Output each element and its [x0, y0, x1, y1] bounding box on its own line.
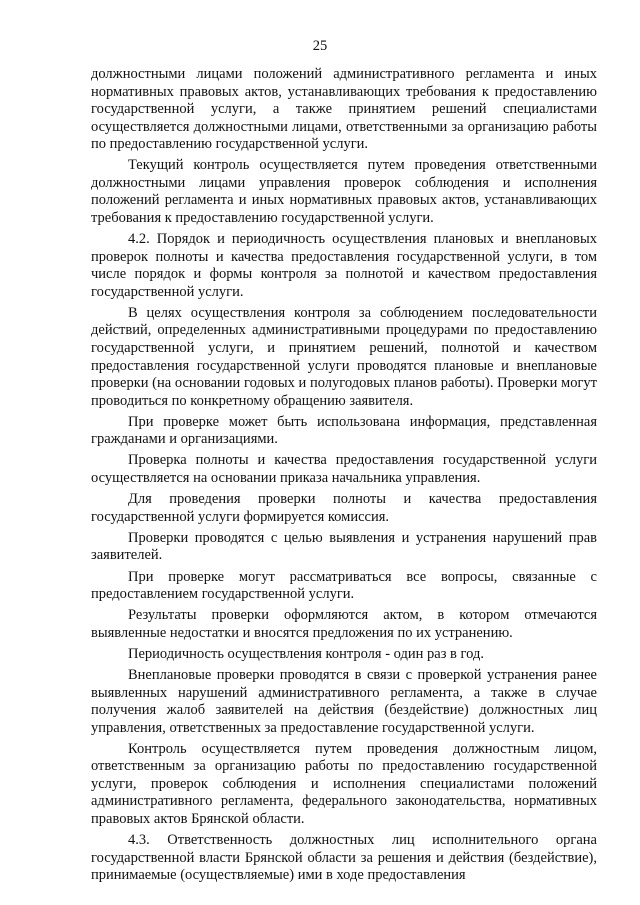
- paragraph-11: Периодичность осуществления контроля - один раз в год.: [128, 645, 484, 662]
- paragraph-2: Текущий контроль осуществляется путем проведения ответственными должностными лицами управления проверок соблюдения и исполнения положений регламента и иных нормативных правовых актов, устанавливающих требования к предоставлению государственной услуги.: [91, 157, 597, 226]
- paragraph-7: Для проведения проверки полноты и качества предоставления государственной услуги формируется комиссия.: [91, 491, 597, 525]
- paragraph-13: Контроль осуществляется путем проведения должностным лицом, ответственным за организацию работы по предоставлению государственной услуги, проверок соблюдения и исполнения специалистами положений административного регламента, федерального законодательства, нормативных правовых актов Брянской области.: [91, 740, 597, 827]
- document-body: [91, 66, 597, 888]
- paragraph-1: должностными лицами положений административного регламента и иных нормативных правовых актов, устанавливающих требования к предоставлению государственной услуги, а также принятием решений специалистами осуществляется должностными лицами, ответственными за организацию работы по предоставлению государственной услуги.: [91, 66, 597, 153]
- paragraph-3: 4.2. Порядок и периодичность осуществления плановых и внеплановых проверок полноты и качества предоставления государственной услуги, в том числе порядок и формы контроля за полнотой и качеством предоставления государственной услуги.: [91, 231, 597, 300]
- paragraph-6: Проверка полноты и качества предоставления государственной услуги осуществляется на основании приказа начальника управления.: [91, 452, 597, 486]
- paragraph-5: При проверке может быть использована информация, представленная гражданами и организациями.: [91, 413, 597, 448]
- paragraph-8: Проверки проводятся с целью выявления и устранения нарушений прав заявителей.: [91, 529, 597, 564]
- paragraph-14: 4.3. Ответственность должностных лиц исполнительного органа государственной власти Брянской области за решения и действия (бездействие), принимаемые (осуществляемые) ими в ходе предоставления: [91, 832, 597, 884]
- page-number: 25: [312, 38, 328, 54]
- paragraph-10: Результаты проверки оформляются актом, в котором отмечаются выявленные недостатки и вносятся предложения по их устранению.: [91, 607, 597, 641]
- paragraph-12: Внеплановые проверки проводятся в связи с проверкой устранения ранее выявленных нарушений административного регламента, а также в случае получения жалоб заявителей на действия (бездействие) должностных лиц управления, ответственных за предоставление государственной услуги.: [91, 667, 597, 736]
- paragraph-4: В целях осуществления контроля за соблюдением последовательности действий, определенных административными процедурами по предоставлению государственной услуги, и принятием решений, полнотой и качеством предоставления государственной услуги проводятся плановые и внеплановые проверки (на основании годовых и полугодовых планов работы). Проверки могут проводиться по конкретному обращению заявителя.: [91, 304, 597, 409]
- paragraph-9: При проверке могут рассматриваться все вопросы, связанные с предоставлением государственной услуги.: [91, 568, 597, 603]
